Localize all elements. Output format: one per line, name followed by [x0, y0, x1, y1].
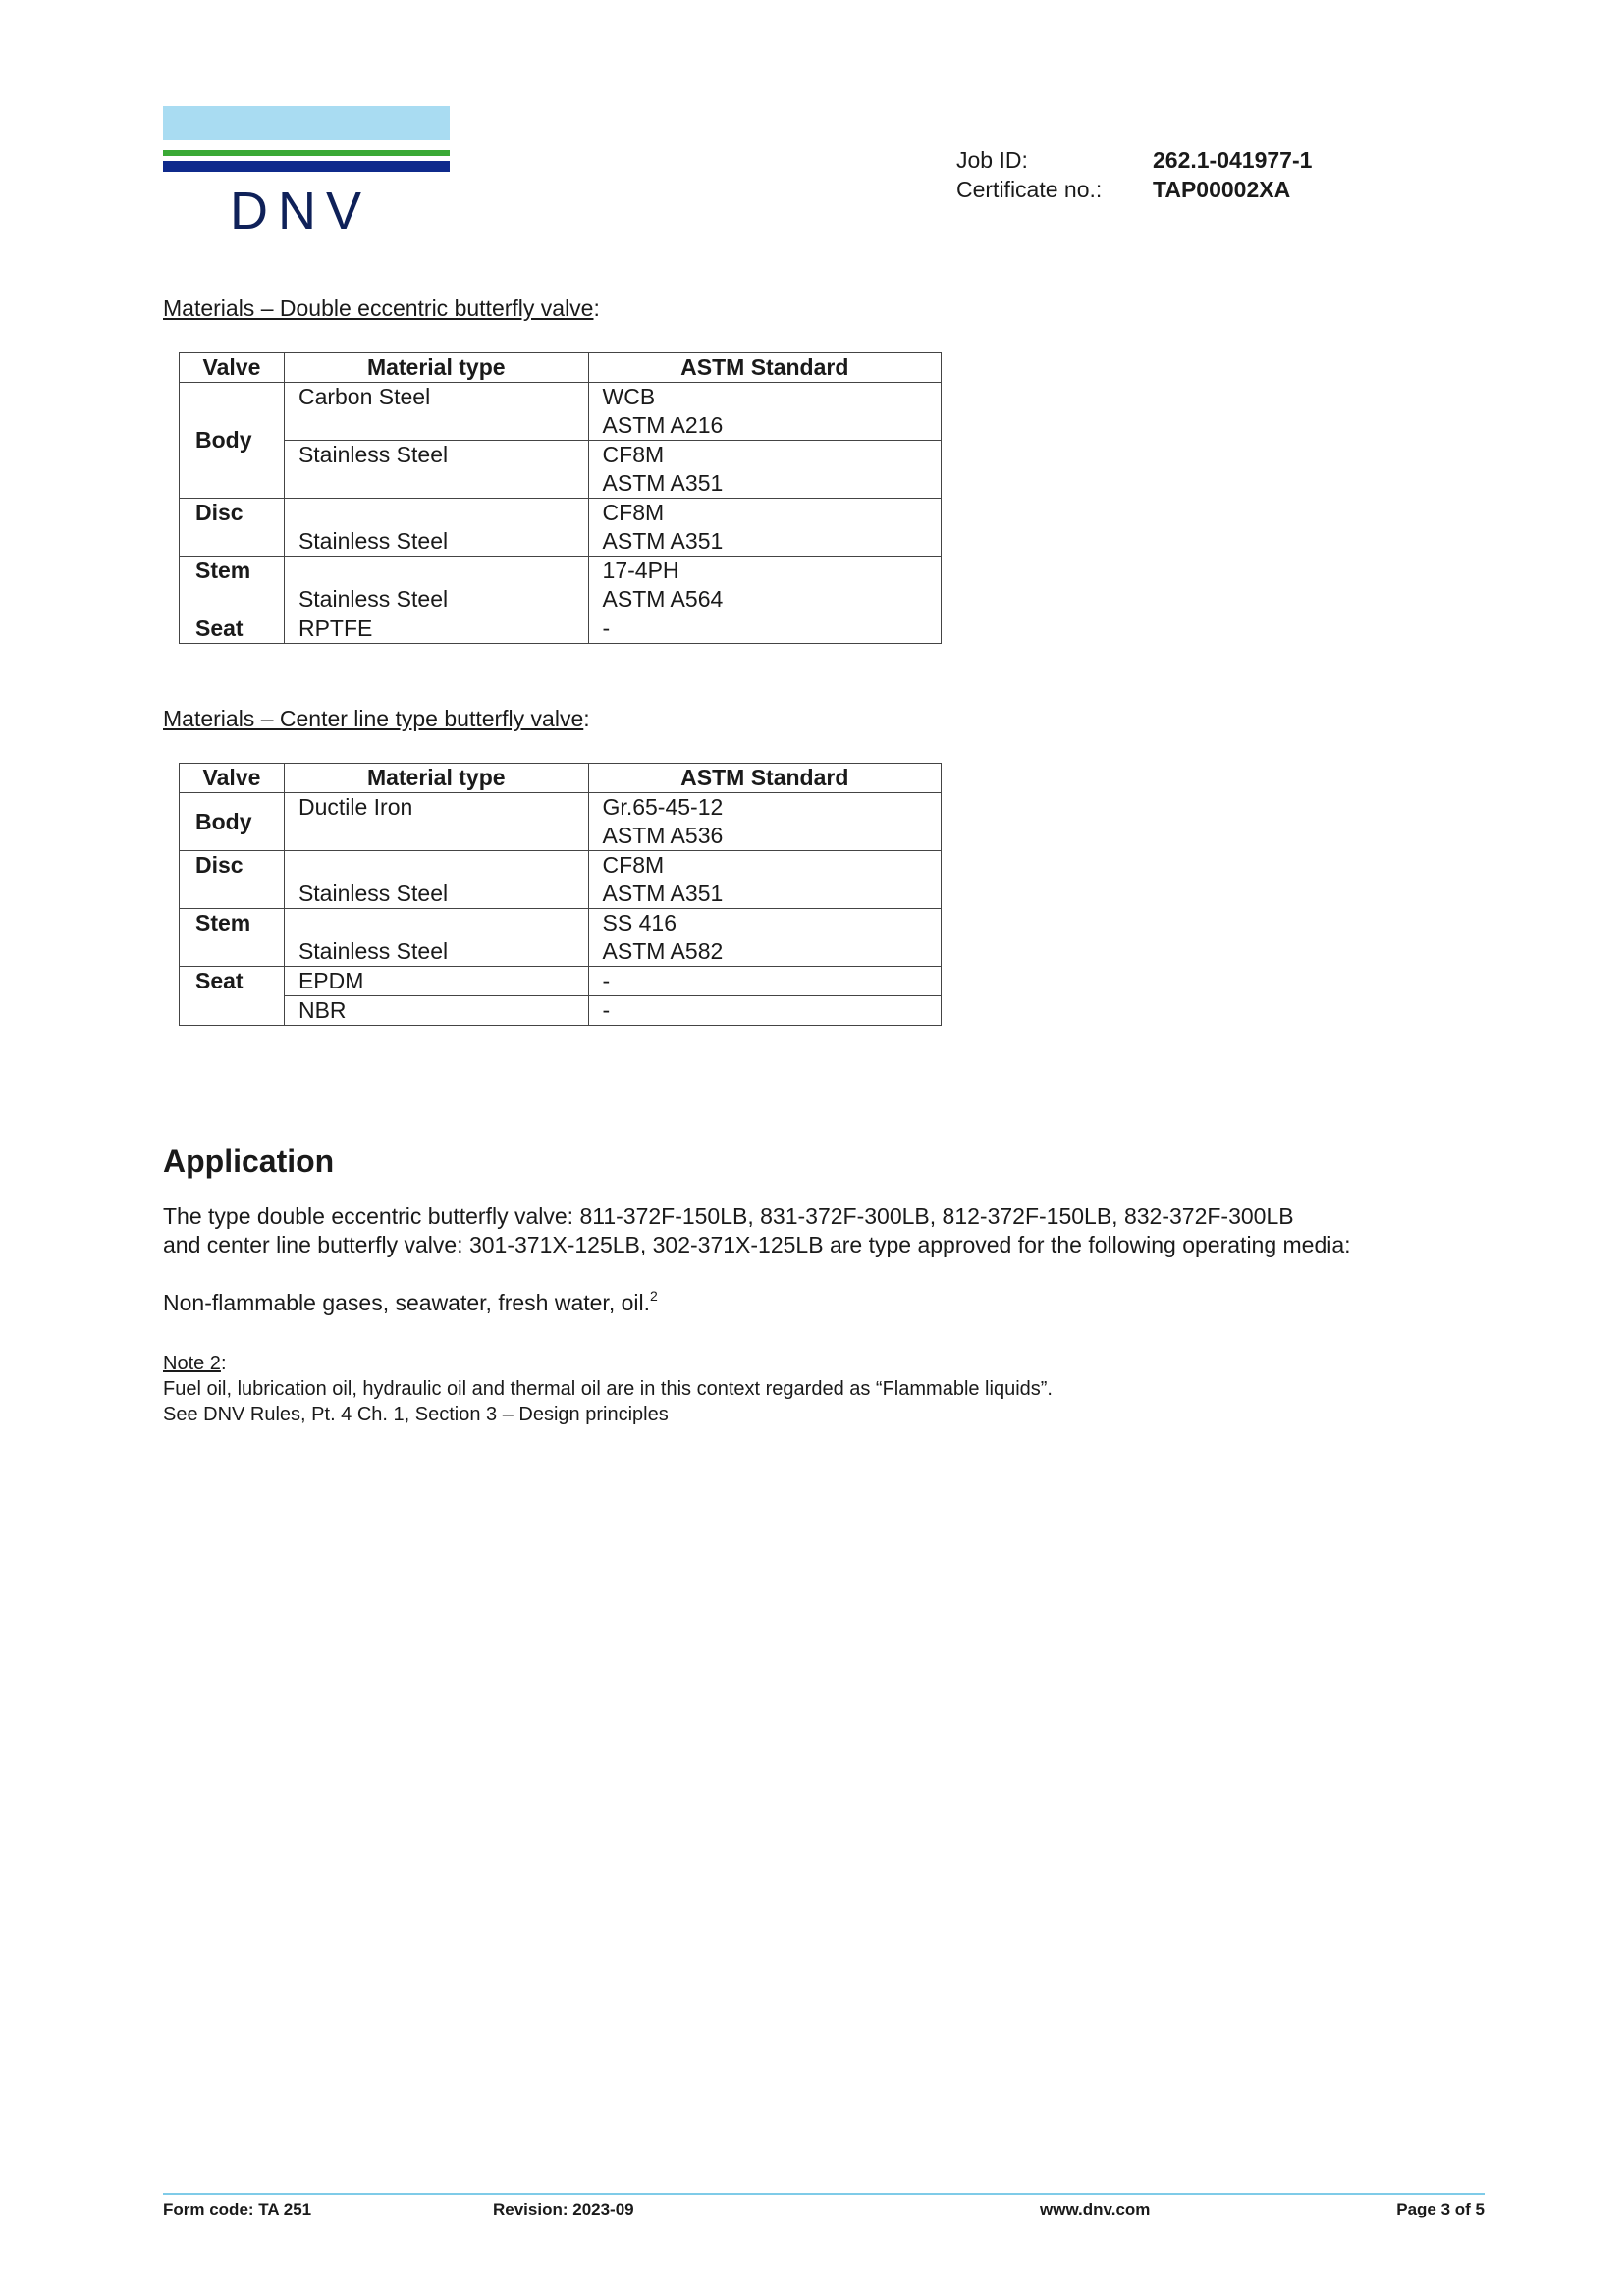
table-row — [180, 614, 942, 644]
astm-standard: - — [588, 614, 941, 644]
table-row — [180, 909, 942, 967]
materials-table-center-line — [179, 763, 942, 1026]
table-row — [180, 441, 942, 499]
job-id-value: 262.1-041977-1 — [1153, 147, 1313, 173]
table-row — [180, 499, 942, 557]
footer-website[interactable]: www.dnv.com — [1040, 2200, 1151, 2218]
material-type: EPDM — [284, 967, 588, 996]
valve-part: Disc — [180, 851, 285, 909]
table-row — [180, 996, 942, 1026]
header-material-type: Material type — [284, 764, 588, 793]
valve-part: Disc — [180, 499, 285, 557]
astm-standard — [588, 909, 941, 967]
application-line-2: and center line butterfly valve: 301-371X-125LB, 302-371X-125LB are type approved for the following operating media: — [163, 1232, 1351, 1257]
logo-wordmark: DNV — [229, 182, 372, 240]
certificate-label: Certificate no.: — [956, 177, 1103, 202]
astm-standard — [588, 851, 941, 909]
dnv-logo — [163, 106, 450, 240]
material-type: RPTFE — [284, 614, 588, 644]
astm-grade: Gr.65-45-12 — [602, 794, 724, 820]
header-astm-standard: ASTM Standard — [588, 353, 941, 383]
astm-standard — [588, 441, 941, 499]
note-reference: 2 — [650, 1288, 658, 1304]
astm-spec: ASTM A564 — [602, 586, 724, 612]
valve-part: Body — [180, 383, 285, 499]
astm-spec: ASTM A351 — [602, 528, 724, 554]
logo-blue-band — [163, 161, 450, 172]
table-header-row — [180, 764, 942, 793]
astm-grade: CF8M — [602, 442, 665, 467]
note-2 — [163, 1351, 1053, 1427]
application-heading: Application — [163, 1144, 335, 1179]
certificate-value: TAP00002XA — [1153, 177, 1291, 202]
media-paragraph — [163, 1289, 1479, 1317]
table1-title — [163, 294, 600, 322]
header-valve: Valve — [180, 353, 285, 383]
material-type: Stainless Steel — [284, 851, 588, 909]
job-id-label: Job ID: — [956, 147, 1028, 173]
astm-standard — [588, 499, 941, 557]
logo-green-band — [163, 150, 450, 156]
astm-standard — [588, 557, 941, 614]
materials-table-double-eccentric — [179, 352, 942, 644]
astm-grade: 17-4PH — [602, 558, 679, 583]
valve-part: Body — [180, 793, 285, 851]
astm-grade: SS 416 — [602, 910, 677, 935]
astm-grade: WCB — [602, 384, 656, 409]
application-line-1: The type double eccentric butterfly valve: 811-372F-150LB, 831-372F-300LB, 812-372F-150LB, 832-372F-300LB — [163, 1203, 1294, 1229]
astm-standard: - — [588, 967, 941, 996]
table2-title — [163, 705, 590, 732]
job-info — [956, 145, 1312, 204]
table-row — [180, 793, 942, 851]
astm-spec: ASTM A351 — [602, 881, 724, 906]
astm-spec: ASTM A536 — [602, 823, 724, 848]
valve-part: Stem — [180, 909, 285, 967]
table1-title-suffix: : — [593, 295, 600, 321]
note-label-suffix: : — [220, 1353, 227, 1374]
material-type: NBR — [284, 996, 588, 1026]
media-text: Non-flammable gases, seawater, fresh water, oil. — [163, 1290, 651, 1315]
table2-title-text: Materials – Center line type butterfly valve — [163, 706, 584, 731]
note-label: Note 2 — [163, 1353, 221, 1374]
footer-form-code: Form code: TA 251 — [163, 2200, 312, 2218]
note-line-1: Fuel oil, lubrication oil, hydraulic oil and thermal oil are in this context regarded as “Flammable liquids”. — [163, 1378, 1053, 1400]
astm-standard — [588, 793, 941, 851]
valve-part: Seat — [180, 614, 285, 644]
material-type: Carbon Steel — [284, 383, 588, 441]
material-type: Stainless Steel — [284, 441, 588, 499]
table-row — [180, 851, 942, 909]
material-type: Ductile Iron — [284, 793, 588, 851]
logo-sky-band — [163, 106, 450, 140]
astm-grade: CF8M — [602, 500, 665, 525]
table-header-row — [180, 353, 942, 383]
material-type: Stainless Steel — [284, 557, 588, 614]
footer-divider — [163, 2193, 1485, 2195]
material-type: Stainless Steel — [284, 499, 588, 557]
table2-title-suffix: : — [583, 706, 590, 731]
table-row — [180, 557, 942, 614]
header-astm-standard: ASTM Standard — [588, 764, 941, 793]
note-label-line — [163, 1351, 1053, 1376]
table-row — [180, 967, 942, 996]
material-type: Stainless Steel — [284, 909, 588, 967]
astm-grade: CF8M — [602, 852, 665, 878]
note-line-2: See DNV Rules, Pt. 4 Ch. 1, Section 3 – Design principles — [163, 1404, 669, 1425]
astm-spec: ASTM A216 — [602, 412, 724, 438]
certificate-row — [956, 175, 1312, 204]
astm-standard — [588, 383, 941, 441]
table1-title-text: Materials – Double eccentric butterfly valve — [163, 295, 594, 321]
header-material-type: Material type — [284, 353, 588, 383]
valve-part: Seat — [180, 967, 285, 1026]
application-paragraph — [163, 1202, 1479, 1259]
astm-spec: ASTM A351 — [602, 470, 724, 496]
footer-revision: Revision: 2023-09 — [493, 2200, 634, 2218]
astm-spec: ASTM A582 — [602, 938, 724, 964]
astm-standard: - — [588, 996, 941, 1026]
job-id-row — [956, 145, 1312, 175]
valve-part: Stem — [180, 557, 285, 614]
footer-page-number: Page 3 of 5 — [1396, 2200, 1485, 2218]
header-valve: Valve — [180, 764, 285, 793]
table-row — [180, 383, 942, 441]
